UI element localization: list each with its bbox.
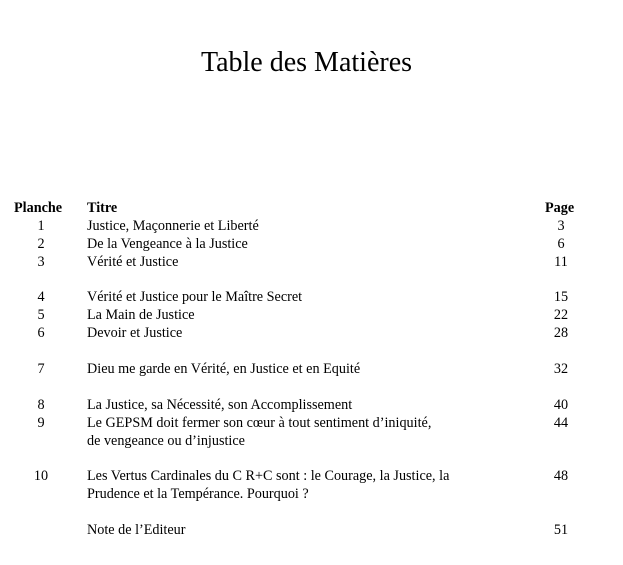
entry-page: 3 bbox=[557, 218, 565, 234]
entry-number: 9 bbox=[37, 415, 45, 431]
header-page: Page bbox=[545, 200, 575, 216]
toc-entry bbox=[0, 396, 623, 414]
toc-header-row bbox=[0, 199, 623, 217]
entry-page: 40 bbox=[553, 397, 569, 413]
entry-title: De la Vengeance à la Justice bbox=[87, 236, 248, 252]
entry-number: 8 bbox=[37, 397, 45, 413]
entry-number: 7 bbox=[37, 361, 45, 377]
toc-entry bbox=[0, 360, 623, 378]
entry-page: 15 bbox=[553, 289, 569, 305]
toc-entry bbox=[0, 467, 623, 502]
entry-number: 2 bbox=[37, 236, 45, 252]
toc-entry bbox=[0, 288, 623, 306]
entry-page: 32 bbox=[553, 361, 569, 377]
entry-number: 3 bbox=[37, 254, 45, 270]
entry-number: 10 bbox=[33, 468, 49, 484]
toc-entry bbox=[0, 235, 623, 253]
entry-title: La Justice, sa Nécessité, son Accomplissement bbox=[87, 397, 353, 413]
table-of-contents bbox=[0, 199, 623, 538]
entry-page: 48 bbox=[553, 468, 569, 484]
entry-page: 11 bbox=[554, 254, 568, 270]
toc-entry bbox=[0, 306, 623, 324]
entry-title: Vérité et Justice bbox=[87, 254, 179, 270]
entry-page: 44 bbox=[553, 415, 569, 431]
entry-number: 5 bbox=[37, 307, 45, 323]
header-planche: Planche bbox=[14, 200, 63, 216]
page-title: Table des Matières bbox=[200, 46, 413, 78]
entry-page: 6 bbox=[557, 236, 565, 252]
toc-entry bbox=[0, 217, 623, 235]
entry-title: Note de l’Editeur bbox=[87, 522, 186, 538]
toc-entry bbox=[0, 253, 623, 271]
entry-title: Justice, Maçonnerie et Liberté bbox=[87, 218, 259, 234]
entry-page: 22 bbox=[553, 307, 569, 323]
entry-title: Dieu me garde en Vérité, en Justice et en Equité bbox=[87, 361, 361, 377]
toc-entry bbox=[0, 414, 623, 449]
entry-number: 1 bbox=[37, 218, 45, 234]
entry-page: 28 bbox=[553, 325, 569, 341]
toc-entry bbox=[0, 521, 623, 539]
entry-title: La Main de Justice bbox=[87, 307, 195, 323]
entry-number: 6 bbox=[37, 325, 45, 341]
entry-title: Le GEPSM doit fermer son cœur à tout sentiment d’iniquité, de vengeance ou d’injustice bbox=[87, 415, 432, 449]
entry-title: Les Vertus Cardinales du C R+C sont : le Courage, la Justice, la Prudence et la Tempérance. Pourquoi ? bbox=[87, 468, 450, 502]
entry-title: Devoir et Justice bbox=[87, 325, 183, 341]
toc-entry bbox=[0, 324, 623, 342]
header-titre: Titre bbox=[87, 200, 118, 216]
entry-page: 51 bbox=[553, 522, 569, 538]
entry-title: Vérité et Justice pour le Maître Secret bbox=[87, 289, 303, 305]
entry-number: 4 bbox=[37, 289, 45, 305]
